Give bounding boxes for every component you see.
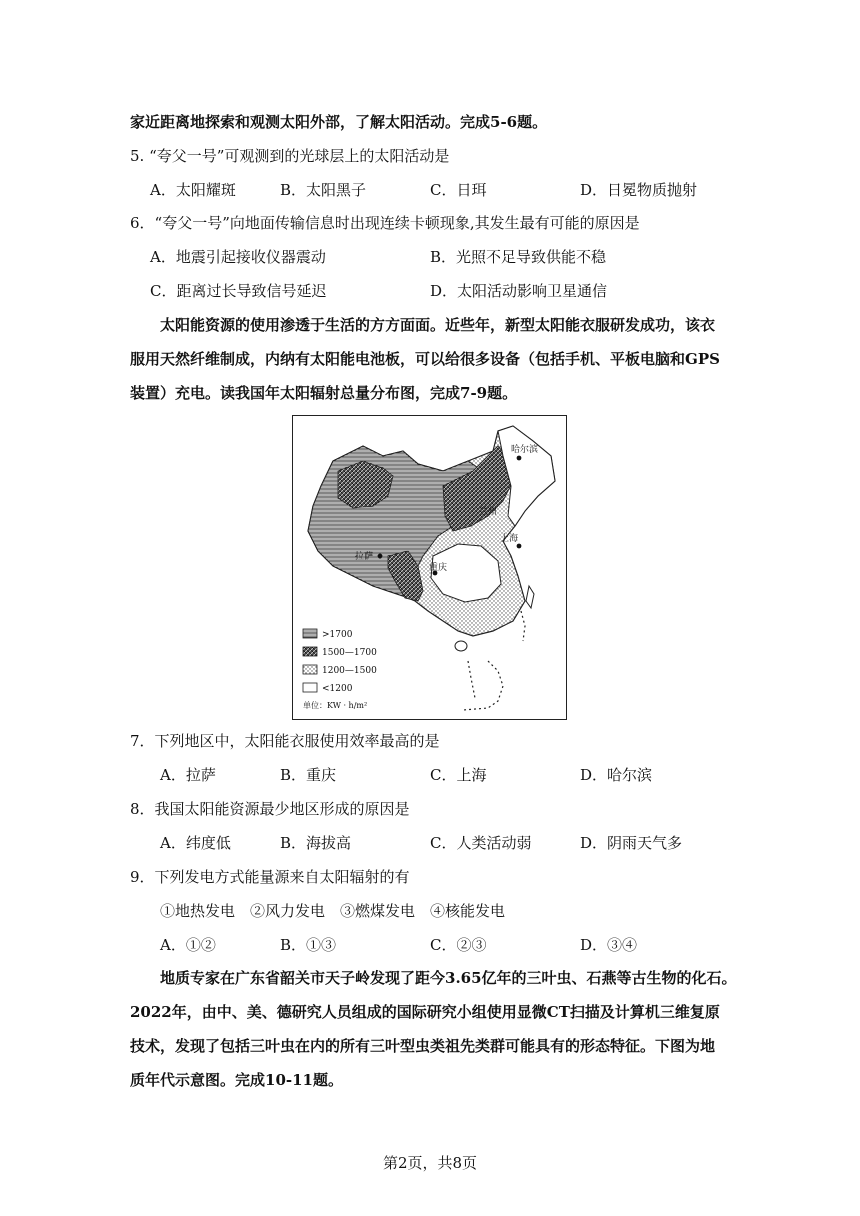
question-6-option-a[interactable]: A．地震引起接收仪器震动 <box>150 248 326 266</box>
legend-unit: 单位：KW · h/m² <box>303 701 368 710</box>
question-8-option-d[interactable]: D．阴雨天气多 <box>580 834 683 852</box>
passage-3-line-1: 地质专家在广东省韶关市天子岭发现了距今3.65亿年的三叶虫、石燕等古生物的化石。 <box>160 969 737 987</box>
question-8-stem: 8．我国太阳能资源最少地区形成的原因是 <box>130 800 410 818</box>
question-9-options <box>0 935 860 955</box>
question-6-option-d[interactable]: D．太阳活动影响卫星通信 <box>430 282 608 300</box>
lanzhou-label: 兰州 <box>479 507 498 517</box>
question-6-options-row1 <box>0 247 860 267</box>
harbin-dot <box>517 456 522 461</box>
solar-radiation-map <box>292 415 567 720</box>
question-5-options <box>0 180 860 200</box>
passage-2-line-3: 装置）充电。读我国年太阳辐射总量分布图，完成7-9题。 <box>130 384 518 402</box>
question-9-option-b[interactable]: B．①③ <box>280 936 337 954</box>
passage-3-line-2: 2022年，由中、美、德研究人员组成的国际研究小组使用显微CT扫描及计算机三维复原 <box>130 1003 720 1021</box>
legend-label-4: <1200 <box>322 684 353 694</box>
passage-3-line-3: 技术，发现了包括三叶虫在内的所有三叶型虫类祖先类群可能具有的形态特征。下图为地 <box>130 1037 716 1055</box>
question-7-option-d[interactable]: D．哈尔滨 <box>580 766 653 784</box>
question-5-option-a[interactable]: A．太阳耀斑 <box>150 181 236 199</box>
question-9-items: ①地热发电 ②风力发电 ③燃煤发电 ④核能发电 <box>160 902 506 920</box>
chongqing-label: 重庆 <box>429 563 448 573</box>
question-6-option-b[interactable]: B．光照不足导致供能不稳 <box>430 248 607 266</box>
question-8-option-a[interactable]: A．纬度低 <box>160 834 231 852</box>
passage-2-line-2: 服用天然纤维制成，内纳有太阳能电池板，可以给很多设备（包括手机、平板电脑和GPS <box>130 350 720 368</box>
passage-3-line-4: 质年代示意图。完成10-11题。 <box>130 1071 343 1089</box>
lhasa-dot <box>378 554 383 559</box>
question-5-option-d[interactable]: D．日冕物质抛射 <box>580 181 698 199</box>
question-8-option-b[interactable]: B．海拔高 <box>280 834 352 852</box>
question-9-option-a[interactable]: A．①② <box>160 936 216 954</box>
question-9-stem: 9．下列发电方式能量源来自太阳辐射的有 <box>130 868 410 886</box>
question-5-option-c[interactable]: C．日珥 <box>430 181 487 199</box>
legend-label-2: 1500—1700 <box>322 648 377 658</box>
hainan-island <box>455 641 467 651</box>
question-8-options <box>0 833 860 853</box>
question-7-option-a[interactable]: A．拉萨 <box>160 766 216 784</box>
harbin-label: 哈尔滨 <box>511 445 539 455</box>
legend-label-1: >1700 <box>322 630 353 640</box>
question-6-option-c[interactable]: C．距离过长导致信号延迟 <box>150 282 327 300</box>
question-9-option-c[interactable]: C．②③ <box>430 936 487 954</box>
shanghai-dot <box>517 544 522 549</box>
shanghai-label: 上海 <box>500 534 519 544</box>
passage-2-line-1: 太阳能资源的使用渗透于生活的方方面面。近些年，新型太阳能衣服研发成功，该衣 <box>160 316 716 334</box>
lhasa-label: 拉萨 <box>355 552 374 562</box>
question-7-option-b[interactable]: B．重庆 <box>280 766 337 784</box>
legend-label-3: 1200—1500 <box>322 666 377 676</box>
question-5-stem: 5. “夸父一号”可观测到的光球层上的太阳活动是 <box>130 147 450 165</box>
page-footer: 第2页，共8页 <box>382 1154 478 1172</box>
question-9-option-d[interactable]: D．③④ <box>580 936 638 954</box>
question-5-option-b[interactable]: B．太阳黑子 <box>280 181 367 199</box>
question-7-option-c[interactable]: C．上海 <box>430 766 487 784</box>
map-legend <box>303 629 377 710</box>
question-8-option-c[interactable]: C．人类活动弱 <box>430 834 532 852</box>
taiwan-island <box>526 586 534 608</box>
question-6-stem: 6．“夸父一号”向地面传输信息时出现连续卡顿现象,其发生最有可能的原因是 <box>130 214 640 232</box>
question-7-stem: 7．下列地区中，太阳能衣服使用效率最高的是 <box>130 732 440 750</box>
question-6-options-row2 <box>0 281 860 301</box>
question-7-options <box>0 765 860 785</box>
passage-1-tail: 家近距离地探索和观测太阳外部，了解太阳活动。完成5-6题。 <box>130 113 548 131</box>
